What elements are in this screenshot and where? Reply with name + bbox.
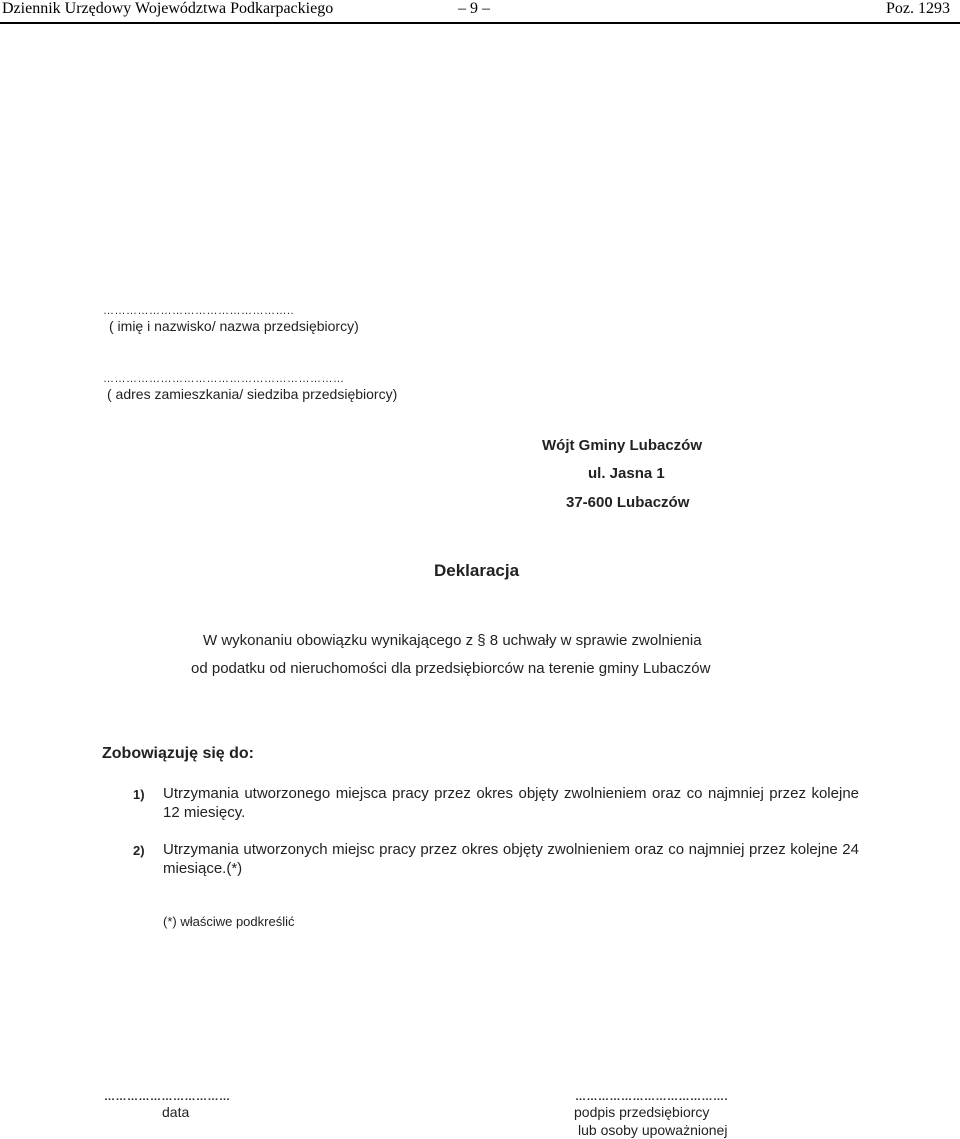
publication-title: Dziennik Urzędowy Województwa Podkarpackiego	[2, 0, 334, 17]
signature-label-2: lub osoby upoważnionej	[578, 1122, 728, 1138]
date-dots: ……………………………	[104, 1091, 231, 1103]
address-dots: ………………………………………………………	[103, 373, 345, 385]
document-title: Deklaracja	[434, 561, 520, 580]
recipient-city: 37-600 Lubaczów	[566, 494, 690, 511]
recipient-street: ul. Jasna 1	[588, 465, 665, 482]
item-1-text: Utrzymania utworzonego miejsca pracy przez okres objęty zwolnieniem oraz co najmniej przez kolejne 12 miesięcy.	[163, 785, 859, 821]
signature-label-1: podpis przedsiębiorcy	[574, 1104, 710, 1120]
item-2-text: Utrzymania utworzonych miejsc pracy przez okres objęty zwolnieniem oraz co najmniej przez kolejne 24 miesiące.(*)	[163, 841, 859, 877]
commitment-heading: Zobowiązuję się do:	[102, 745, 255, 762]
intro-line-2: od podatku od nieruchomości dla przedsiębiorców na terenie gminy Lubaczów	[191, 660, 711, 677]
position-number: Poz. 1293	[886, 0, 950, 17]
address-label: ( adres zamieszkania/ siedziba przedsiębiorcy)	[107, 386, 398, 402]
date-label: data	[162, 1104, 190, 1120]
item-1-number: 1)	[133, 787, 145, 802]
footnote: (*) właściwe podkreślić	[163, 914, 295, 929]
page-number: – 9 –	[458, 0, 490, 17]
signature-dots: ………………………………….	[575, 1091, 729, 1103]
item-2-number: 2)	[133, 843, 145, 858]
recipient-name: Wójt Gminy Lubaczów	[542, 437, 702, 454]
page-header	[0, 0, 960, 24]
name-dots: …………………………………………..	[103, 305, 295, 317]
name-label: ( imię i nazwisko/ nazwa przedsiębiorcy)	[109, 318, 359, 334]
intro-line-1: W wykonaniu obowiązku wynikającego z § 8 uchwały w sprawie zwolnienia	[203, 632, 702, 649]
